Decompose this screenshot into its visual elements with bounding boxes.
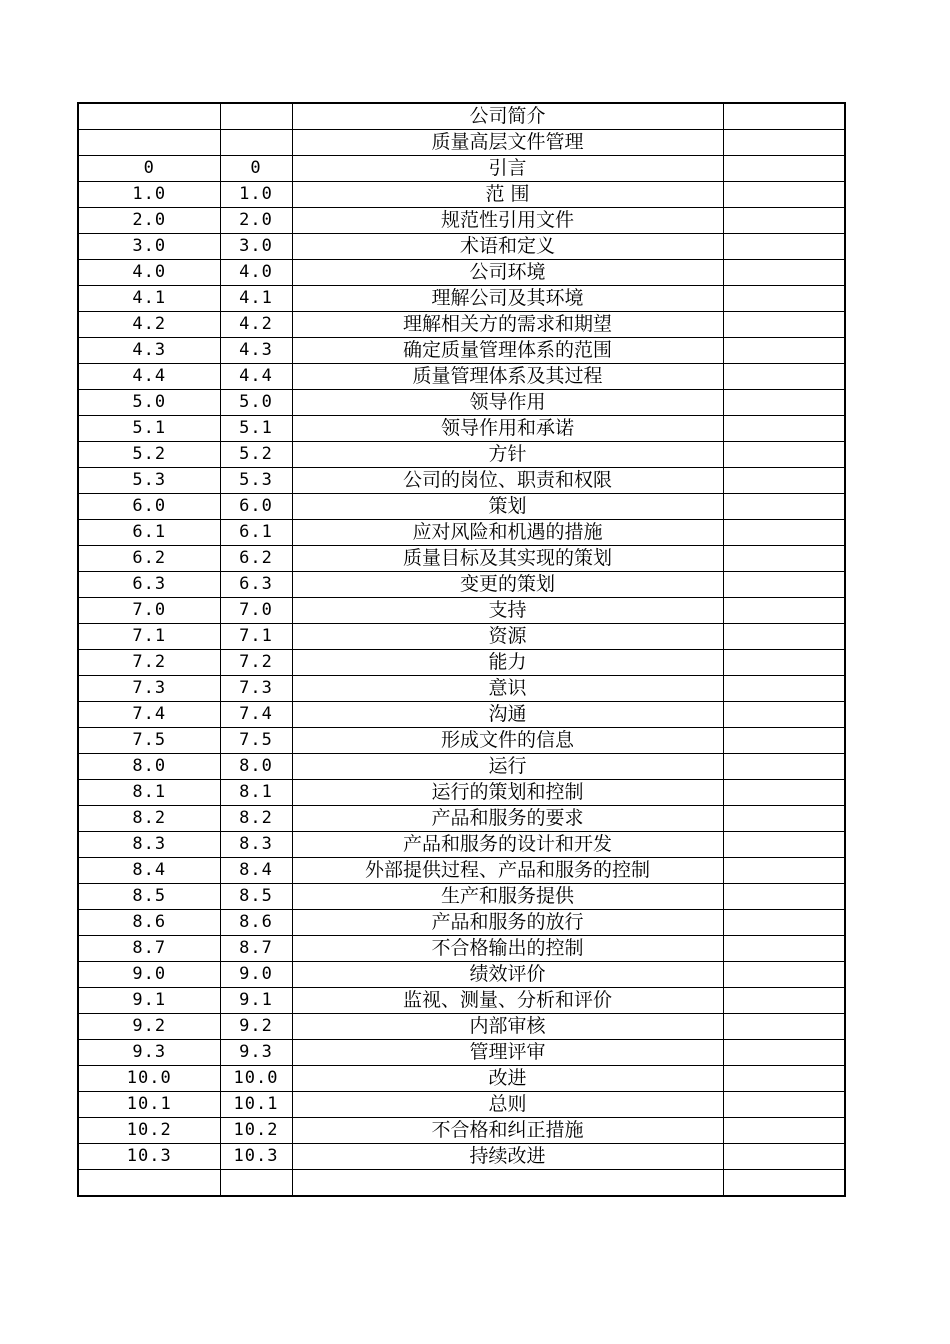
table-row (78, 1014, 845, 1040)
clause-number-cell: 2.0 (78, 208, 220, 234)
section-number-cell: 6.1 (220, 520, 292, 546)
page-cell (723, 416, 845, 442)
section-number-cell: 7.4 (220, 702, 292, 728)
section-number-cell: 2.0 (220, 208, 292, 234)
table-row (78, 234, 845, 260)
table-row (78, 364, 845, 390)
page-cell (723, 130, 845, 156)
section-number-cell: 8.0 (220, 754, 292, 780)
clause-number-cell: 7.4 (78, 702, 220, 728)
table-row (78, 936, 845, 962)
section-title-cell (292, 1170, 723, 1197)
clause-number-cell: 8.3 (78, 832, 220, 858)
page-cell (723, 208, 845, 234)
table-row (78, 780, 845, 806)
section-title-cell: 质量目标及其实现的策划 (292, 546, 723, 572)
clause-number-cell: 0 (78, 156, 220, 182)
section-number-cell: 10.2 (220, 1118, 292, 1144)
table-row (78, 286, 845, 312)
clause-number-cell: 8.5 (78, 884, 220, 910)
section-title-cell: 质量管理体系及其过程 (292, 364, 723, 390)
clause-number-cell: 9.1 (78, 988, 220, 1014)
section-number-cell: 8.2 (220, 806, 292, 832)
section-number-cell: 8.1 (220, 780, 292, 806)
section-title-cell: 产品和服务的放行 (292, 910, 723, 936)
clause-number-cell: 8.0 (78, 754, 220, 780)
page-cell (723, 338, 845, 364)
section-title-cell: 形成文件的信息 (292, 728, 723, 754)
page-cell (723, 103, 845, 130)
section-number-cell: 6.0 (220, 494, 292, 520)
section-number-cell: 8.7 (220, 936, 292, 962)
page-cell (723, 286, 845, 312)
clause-number-cell: 9.3 (78, 1040, 220, 1066)
page-cell (723, 832, 845, 858)
section-title-cell: 应对风险和机遇的措施 (292, 520, 723, 546)
section-title-cell: 规范性引用文件 (292, 208, 723, 234)
clause-number-cell: 7.1 (78, 624, 220, 650)
page-cell (723, 234, 845, 260)
clause-number-cell: 8.6 (78, 910, 220, 936)
clause-number-cell: 9.2 (78, 1014, 220, 1040)
clause-number-cell: 6.0 (78, 494, 220, 520)
contents-table (77, 102, 846, 1197)
table-row (78, 468, 845, 494)
clause-number-cell (78, 130, 220, 156)
section-number-cell: 5.0 (220, 390, 292, 416)
section-title-cell: 理解公司及其环境 (292, 286, 723, 312)
section-number-cell: 1.0 (220, 182, 292, 208)
clause-number-cell: 5.1 (78, 416, 220, 442)
clause-number-cell: 8.2 (78, 806, 220, 832)
clause-number-cell: 9.0 (78, 962, 220, 988)
page-cell (723, 1144, 845, 1170)
section-title-cell: 生产和服务提供 (292, 884, 723, 910)
section-number-cell: 5.2 (220, 442, 292, 468)
section-title-cell: 管理评审 (292, 1040, 723, 1066)
table-row (78, 416, 845, 442)
section-number-cell: 7.0 (220, 598, 292, 624)
section-title-cell: 领导作用 (292, 390, 723, 416)
table-row (78, 520, 845, 546)
page-cell (723, 754, 845, 780)
section-title-cell: 持续改进 (292, 1144, 723, 1170)
section-title-cell: 质量高层文件管理 (292, 130, 723, 156)
section-number-cell: 8.5 (220, 884, 292, 910)
clause-number-cell: 3.0 (78, 234, 220, 260)
table-row (78, 208, 845, 234)
section-number-cell: 7.5 (220, 728, 292, 754)
section-title-cell: 术语和定义 (292, 234, 723, 260)
section-title-cell: 公司环境 (292, 260, 723, 286)
page-cell (723, 572, 845, 598)
clause-number-cell: 7.0 (78, 598, 220, 624)
clause-number-cell: 8.4 (78, 858, 220, 884)
section-title-cell: 公司的岗位、职责和权限 (292, 468, 723, 494)
section-title-cell: 沟通 (292, 702, 723, 728)
page-cell (723, 884, 845, 910)
section-number-cell: 4.1 (220, 286, 292, 312)
table-row (78, 728, 845, 754)
section-number-cell: 9.3 (220, 1040, 292, 1066)
table-row (78, 676, 845, 702)
section-title-cell: 引言 (292, 156, 723, 182)
contents-table-body (78, 103, 845, 1196)
table-row (78, 598, 845, 624)
clause-number-cell: 5.0 (78, 390, 220, 416)
section-number-cell: 9.2 (220, 1014, 292, 1040)
table-row (78, 910, 845, 936)
section-title-cell: 内部审核 (292, 1014, 723, 1040)
section-number-cell: 7.2 (220, 650, 292, 676)
clause-number-cell: 8.1 (78, 780, 220, 806)
page-cell (723, 494, 845, 520)
section-title-cell: 不合格和纠正措施 (292, 1118, 723, 1144)
table-row (78, 572, 845, 598)
table-row (78, 494, 845, 520)
section-title-cell: 公司简介 (292, 103, 723, 130)
document-sheet (77, 102, 844, 1197)
table-row (78, 1092, 845, 1118)
section-number-cell: 5.1 (220, 416, 292, 442)
section-title-cell: 改进 (292, 1066, 723, 1092)
page-cell (723, 910, 845, 936)
clause-number-cell: 4.0 (78, 260, 220, 286)
page-cell (723, 780, 845, 806)
page-cell (723, 364, 845, 390)
page-cell (723, 650, 845, 676)
page-cell (723, 858, 845, 884)
clause-number-cell: 6.1 (78, 520, 220, 546)
clause-number-cell: 6.3 (78, 572, 220, 598)
page-cell (723, 936, 845, 962)
section-number-cell: 8.6 (220, 910, 292, 936)
section-number-cell: 6.3 (220, 572, 292, 598)
page-cell (723, 390, 845, 416)
table-row (78, 260, 845, 286)
section-number-cell (220, 130, 292, 156)
section-number-cell: 4.3 (220, 338, 292, 364)
table-row (78, 806, 845, 832)
table-row (78, 1118, 845, 1144)
table-row (78, 182, 845, 208)
page-cell (723, 1118, 845, 1144)
section-number-cell: 0 (220, 156, 292, 182)
section-title-cell: 方针 (292, 442, 723, 468)
page-cell (723, 1066, 845, 1092)
table-row (78, 1144, 845, 1170)
section-title-cell: 运行 (292, 754, 723, 780)
clause-number-cell: 10.2 (78, 1118, 220, 1144)
page-cell (723, 546, 845, 572)
page-cell (723, 676, 845, 702)
clause-number-cell: 8.7 (78, 936, 220, 962)
section-title-cell: 资源 (292, 624, 723, 650)
table-row (78, 624, 845, 650)
clause-number-cell: 4.4 (78, 364, 220, 390)
clause-number-cell: 4.3 (78, 338, 220, 364)
table-row (78, 988, 845, 1014)
section-title-cell: 领导作用和承诺 (292, 416, 723, 442)
section-title-cell: 产品和服务的要求 (292, 806, 723, 832)
section-title-cell: 确定质量管理体系的范围 (292, 338, 723, 364)
clause-number-cell: 6.2 (78, 546, 220, 572)
page-cell (723, 1170, 845, 1197)
table-row (78, 1040, 845, 1066)
table-row (78, 702, 845, 728)
section-number-cell: 10.0 (220, 1066, 292, 1092)
section-number-cell: 9.0 (220, 962, 292, 988)
section-number-cell: 9.1 (220, 988, 292, 1014)
page-cell (723, 260, 845, 286)
page-cell (723, 728, 845, 754)
section-title-cell: 产品和服务的设计和开发 (292, 832, 723, 858)
table-row (78, 338, 845, 364)
table-row (78, 130, 845, 156)
clause-number-cell: 10.0 (78, 1066, 220, 1092)
table-row (78, 650, 845, 676)
section-title-cell: 能力 (292, 650, 723, 676)
page-cell (723, 962, 845, 988)
table-row (78, 858, 845, 884)
clause-number-cell: 5.3 (78, 468, 220, 494)
section-title-cell: 绩效评价 (292, 962, 723, 988)
table-row (78, 1170, 845, 1197)
page-cell (723, 1092, 845, 1118)
section-number-cell: 10.3 (220, 1144, 292, 1170)
section-number-cell: 4.2 (220, 312, 292, 338)
page-cell (723, 468, 845, 494)
table-row (78, 442, 845, 468)
section-number-cell: 6.2 (220, 546, 292, 572)
clause-number-cell: 7.2 (78, 650, 220, 676)
section-number-cell: 8.3 (220, 832, 292, 858)
page-cell (723, 624, 845, 650)
table-row (78, 962, 845, 988)
table-row (78, 546, 845, 572)
table-row (78, 1066, 845, 1092)
section-number-cell: 8.4 (220, 858, 292, 884)
clause-number-cell (78, 103, 220, 130)
table-row (78, 832, 845, 858)
page-cell (723, 806, 845, 832)
page-cell (723, 988, 845, 1014)
page-cell (723, 182, 845, 208)
page-cell (723, 442, 845, 468)
clause-number-cell: 7.3 (78, 676, 220, 702)
clause-number-cell: 1.0 (78, 182, 220, 208)
section-title-cell: 外部提供过程、产品和服务的控制 (292, 858, 723, 884)
table-row (78, 390, 845, 416)
section-title-cell: 支持 (292, 598, 723, 624)
section-title-cell: 不合格输出的控制 (292, 936, 723, 962)
table-row (78, 103, 845, 130)
clause-number-cell: 4.2 (78, 312, 220, 338)
section-number-cell: 7.3 (220, 676, 292, 702)
table-row (78, 754, 845, 780)
section-number-cell (220, 1170, 292, 1197)
table-row (78, 156, 845, 182)
clause-number-cell: 5.2 (78, 442, 220, 468)
section-number-cell: 4.0 (220, 260, 292, 286)
section-number-cell (220, 103, 292, 130)
section-title-cell: 运行的策划和控制 (292, 780, 723, 806)
clause-number-cell: 4.1 (78, 286, 220, 312)
section-number-cell: 7.1 (220, 624, 292, 650)
page-cell (723, 702, 845, 728)
section-title-cell: 策划 (292, 494, 723, 520)
section-number-cell: 5.3 (220, 468, 292, 494)
section-title-cell: 总则 (292, 1092, 723, 1118)
clause-number-cell: 7.5 (78, 728, 220, 754)
section-title-cell: 意识 (292, 676, 723, 702)
page-cell (723, 598, 845, 624)
table-row (78, 312, 845, 338)
page-cell (723, 1040, 845, 1066)
page-cell (723, 156, 845, 182)
section-title-cell: 范 围 (292, 182, 723, 208)
page-cell (723, 1014, 845, 1040)
section-number-cell: 3.0 (220, 234, 292, 260)
clause-number-cell (78, 1170, 220, 1197)
section-number-cell: 10.1 (220, 1092, 292, 1118)
clause-number-cell: 10.3 (78, 1144, 220, 1170)
section-title-cell: 理解相关方的需求和期望 (292, 312, 723, 338)
table-row (78, 884, 845, 910)
page-cell (723, 312, 845, 338)
section-title-cell: 变更的策划 (292, 572, 723, 598)
section-number-cell: 4.4 (220, 364, 292, 390)
page-cell (723, 520, 845, 546)
clause-number-cell: 10.1 (78, 1092, 220, 1118)
section-title-cell: 监视、测量、分析和评价 (292, 988, 723, 1014)
